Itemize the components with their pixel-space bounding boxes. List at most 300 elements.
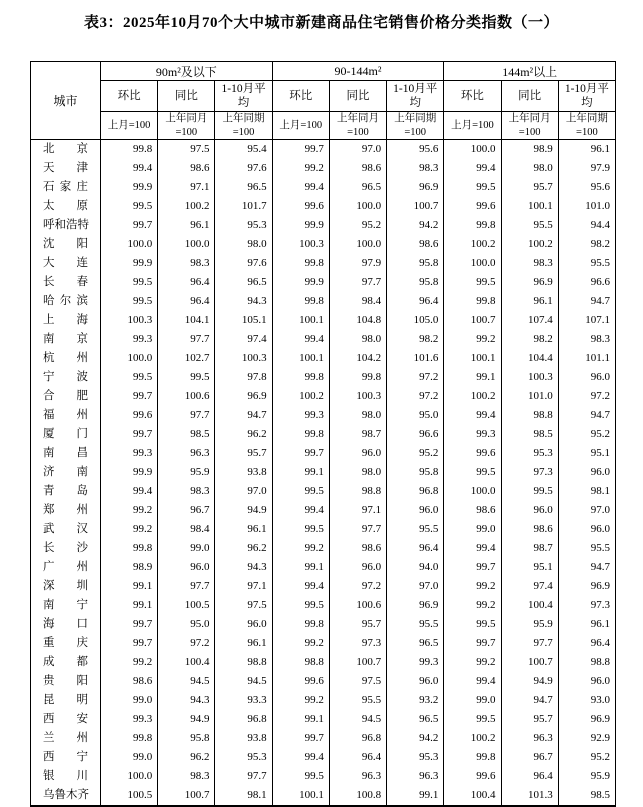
index-value: 96.9 [215,387,272,406]
index-value: 97.7 [158,406,215,425]
unit-label-prev-year-month: 上年同月=100 [501,112,558,140]
city-name: 乌 鲁 木 齐 [31,786,101,806]
index-value: 99.7 [101,216,158,235]
index-value: 97.9 [329,254,386,273]
index-value: 94.5 [215,672,272,691]
city-name: 合 肥 [31,387,101,406]
table-title: 表3：2025年10月70个大中城市新建商品住宅销售价格分类指数（一） [83,15,559,31]
unit-label-prev-year-period: 上年同期=100 [558,112,615,140]
index-value: 99.2 [444,653,501,672]
index-value: 99.4 [444,159,501,178]
index-value: 96.1 [215,634,272,653]
index-value: 98.6 [158,159,215,178]
index-value: 94.7 [558,558,615,577]
index-value: 99.5 [272,520,329,539]
index-value: 97.1 [215,577,272,596]
index-value: 98.5 [158,425,215,444]
index-value: 96.1 [158,216,215,235]
index-value: 96.8 [215,710,272,729]
city-name: 厦 门 [31,425,101,444]
city-name: 长 沙 [31,539,101,558]
table-row [31,691,616,710]
col-header-city: 城市 [31,62,101,140]
city-name: 银 川 [31,767,101,786]
header-subcol-row [31,81,616,112]
index-value: 99.5 [501,482,558,501]
index-value: 96.7 [501,748,558,767]
index-value: 95.3 [215,216,272,235]
index-value: 100.3 [501,368,558,387]
index-value: 96.0 [158,558,215,577]
index-value: 99.6 [444,444,501,463]
index-value: 99.4 [272,577,329,596]
index-value: 99.5 [272,767,329,786]
index-value: 98.6 [444,501,501,520]
index-value: 94.3 [158,691,215,710]
city-name: 海 口 [31,615,101,634]
table-row [31,140,616,160]
city-name: 昆 明 [31,691,101,710]
index-value: 99.6 [101,406,158,425]
index-value: 94.7 [215,406,272,425]
index-value: 95.2 [387,444,444,463]
index-value: 100.7 [387,197,444,216]
index-value: 98.0 [329,463,386,482]
city-name: 郑 州 [31,501,101,520]
index-value: 98.6 [329,539,386,558]
table-row [31,387,616,406]
index-value: 96.9 [558,710,615,729]
unit-label-prev-month: 上月=100 [272,112,329,140]
index-value: 99.8 [272,292,329,311]
index-value: 96.9 [501,273,558,292]
city-name: 呼 和 浩 特 [31,216,101,235]
index-value: 99.5 [444,178,501,197]
index-value: 96.4 [387,539,444,558]
index-value: 99.5 [272,596,329,615]
col-header-avg: 1-10月平均 [558,81,615,112]
table-row [31,444,616,463]
city-name: 天 津 [31,159,101,178]
index-value: 99.8 [329,368,386,387]
index-value: 95.2 [329,216,386,235]
index-value: 98.7 [329,425,386,444]
city-name: 杭 州 [31,349,101,368]
index-value: 100.3 [272,235,329,254]
index-value: 96.0 [558,463,615,482]
index-value: 99.6 [272,197,329,216]
index-value: 92.9 [558,729,615,748]
index-value: 99.7 [101,425,158,444]
index-value: 99.5 [444,463,501,482]
index-value: 99.3 [272,406,329,425]
city-name: 南 京 [31,330,101,349]
city-name: 南 昌 [31,444,101,463]
index-value: 98.2 [387,330,444,349]
index-value: 96.0 [387,501,444,520]
col-header-yoy: 同比 [158,81,215,112]
index-value: 99.4 [101,482,158,501]
city-name: 深 圳 [31,577,101,596]
index-value: 98.0 [329,330,386,349]
city-name: 成 都 [31,653,101,672]
index-value: 100.0 [444,140,501,160]
index-value: 99.4 [272,501,329,520]
index-value: 99.5 [444,710,501,729]
index-value: 95.2 [558,425,615,444]
table-row [31,748,616,767]
city-name: 长 春 [31,273,101,292]
index-value: 96.0 [558,672,615,691]
index-value: 97.9 [558,159,615,178]
index-value: 95.5 [501,216,558,235]
city-name: 武 汉 [31,520,101,539]
index-value: 98.3 [501,254,558,273]
index-value: 98.8 [558,653,615,672]
index-value: 97.6 [215,159,272,178]
index-value: 98.8 [501,406,558,425]
index-value: 104.4 [501,349,558,368]
index-value: 99.8 [444,748,501,767]
index-value: 97.2 [558,387,615,406]
index-value: 100.4 [158,653,215,672]
index-value: 99.5 [101,273,158,292]
index-value: 99.3 [101,330,158,349]
table-row [31,463,616,482]
index-value: 96.4 [158,273,215,292]
index-value: 98.0 [501,159,558,178]
col-header-yoy: 同比 [501,81,558,112]
index-value: 99.1 [272,463,329,482]
index-value: 99.0 [101,691,158,710]
table-row [31,786,616,806]
index-value: 97.2 [387,387,444,406]
index-value: 99.1 [272,558,329,577]
index-value: 99.2 [444,330,501,349]
table-row [31,178,616,197]
index-value: 98.3 [158,767,215,786]
index-value: 99.7 [272,140,329,160]
index-value: 99.9 [272,216,329,235]
table-row [31,577,616,596]
city-name: 贵 阳 [31,672,101,691]
index-value: 100.7 [444,311,501,330]
index-value: 99.5 [101,197,158,216]
index-value: 95.0 [387,406,444,425]
index-value: 97.2 [329,577,386,596]
index-value: 100.2 [444,235,501,254]
index-value: 104.2 [329,349,386,368]
index-value: 100.2 [444,387,501,406]
index-value: 99.8 [272,368,329,387]
unit-label-prev-year-month: 上年同月=100 [329,112,386,140]
index-value: 99.5 [444,615,501,634]
index-value: 98.4 [158,520,215,539]
table-row [31,425,616,444]
index-value: 94.5 [329,710,386,729]
index-value: 94.3 [215,292,272,311]
index-value: 97.0 [387,577,444,596]
table-row [31,767,616,786]
index-value: 100.4 [501,596,558,615]
index-value: 99.1 [101,596,158,615]
table-row [31,729,616,748]
index-value: 96.7 [158,501,215,520]
index-value: 94.7 [501,691,558,710]
index-value: 107.4 [501,311,558,330]
index-value: 98.3 [158,482,215,501]
index-value: 95.5 [387,615,444,634]
index-value: 96.9 [387,596,444,615]
index-value: 98.7 [501,539,558,558]
city-name: 西 安 [31,710,101,729]
index-value: 96.3 [387,767,444,786]
index-value: 99.0 [444,520,501,539]
index-value: 97.3 [501,463,558,482]
index-value: 99.6 [444,767,501,786]
index-value: 100.0 [158,235,215,254]
index-value: 95.9 [158,463,215,482]
index-value: 95.7 [329,615,386,634]
index-value: 96.2 [215,539,272,558]
index-value: 107.1 [558,311,615,330]
index-value: 99.7 [101,615,158,634]
index-value: 99.2 [444,577,501,596]
index-value: 96.5 [215,178,272,197]
index-value: 99.0 [158,539,215,558]
index-value: 96.1 [558,140,615,160]
col-header-avg: 1-10月平均 [387,81,444,112]
header-group-row [31,62,616,81]
index-value: 99.4 [272,330,329,349]
index-value: 99.2 [272,634,329,653]
index-value: 95.7 [501,178,558,197]
index-value: 96.9 [387,178,444,197]
index-value: 96.1 [215,520,272,539]
index-value: 99.6 [444,197,501,216]
table-row [31,197,616,216]
index-value: 100.7 [158,786,215,806]
index-value: 98.8 [215,653,272,672]
index-value: 98.6 [101,672,158,691]
index-value: 95.5 [558,539,615,558]
index-value: 104.1 [158,311,215,330]
index-value: 96.3 [501,729,558,748]
table-row [31,634,616,653]
index-value: 95.3 [501,444,558,463]
index-value: 96.6 [558,273,615,292]
index-value: 98.5 [558,786,615,806]
index-value: 101.3 [501,786,558,806]
table-row [31,330,616,349]
index-value: 96.4 [501,767,558,786]
index-value: 99.9 [101,178,158,197]
index-value: 98.2 [558,235,615,254]
index-value: 99.1 [272,710,329,729]
index-value: 94.9 [501,672,558,691]
header-unit-row [31,112,616,140]
col-group-90-and-below: 90m²及以下 [101,62,273,81]
index-value: 97.4 [215,330,272,349]
index-value: 95.5 [329,691,386,710]
table-row [31,311,616,330]
table-row [31,235,616,254]
index-value: 97.5 [158,140,215,160]
index-value: 99.3 [444,425,501,444]
index-value: 93.0 [558,691,615,710]
index-value: 99.3 [387,653,444,672]
index-value: 99.5 [444,273,501,292]
index-value: 96.3 [158,444,215,463]
index-value: 100.0 [444,482,501,501]
index-value: 99.7 [444,558,501,577]
unit-label-prev-year-month: 上年同月=100 [158,112,215,140]
index-value: 99.9 [101,254,158,273]
index-value: 96.4 [329,748,386,767]
index-value: 98.9 [101,558,158,577]
index-value: 93.8 [215,729,272,748]
table-row [31,368,616,387]
index-value: 99.4 [272,748,329,767]
index-value: 99.2 [272,539,329,558]
city-name: 重 庆 [31,634,101,653]
index-value: 95.7 [501,710,558,729]
city-name: 太 原 [31,197,101,216]
index-value: 96.4 [158,292,215,311]
index-value: 100.0 [101,349,158,368]
table-row [31,349,616,368]
index-value: 101.6 [387,349,444,368]
index-value: 100.1 [272,311,329,330]
index-value: 99.8 [444,216,501,235]
index-value: 100.8 [329,786,386,806]
index-value: 97.2 [158,634,215,653]
city-name: 北 京 [31,140,101,160]
index-value: 98.6 [501,520,558,539]
table-row [31,558,616,577]
index-value: 100.1 [501,197,558,216]
index-value: 98.8 [329,482,386,501]
index-value: 97.6 [215,254,272,273]
index-value: 99.7 [272,444,329,463]
index-value: 93.2 [387,691,444,710]
index-value: 98.0 [329,406,386,425]
index-value: 99.9 [101,463,158,482]
city-name: 上 海 [31,311,101,330]
index-value: 99.8 [272,615,329,634]
index-value: 95.6 [558,178,615,197]
table-row [31,406,616,425]
index-value: 97.3 [329,634,386,653]
index-value: 99.4 [444,672,501,691]
price-index-table [30,61,616,807]
index-value: 96.0 [558,520,615,539]
index-value: 98.3 [387,159,444,178]
col-header-mom: 环比 [272,81,329,112]
index-value: 98.3 [158,254,215,273]
index-value: 99.2 [272,691,329,710]
table-row [31,710,616,729]
index-value: 100.0 [444,254,501,273]
index-value: 95.3 [387,748,444,767]
index-value: 99.5 [101,292,158,311]
index-value: 96.6 [387,425,444,444]
table-row [31,615,616,634]
index-value: 100.2 [158,197,215,216]
index-value: 102.7 [158,349,215,368]
index-value: 97.5 [215,596,272,615]
index-value: 97.1 [158,178,215,197]
table-body [31,140,616,807]
index-value: 94.9 [158,710,215,729]
unit-label-prev-month: 上月=100 [101,112,158,140]
index-value: 96.2 [158,748,215,767]
index-value: 98.0 [215,235,272,254]
index-value: 95.5 [387,520,444,539]
index-value: 96.4 [558,634,615,653]
index-value: 101.1 [558,349,615,368]
index-value: 97.0 [558,501,615,520]
index-value: 99.8 [101,140,158,160]
index-value: 99.6 [272,672,329,691]
index-value: 96.9 [558,577,615,596]
index-value: 99.0 [444,691,501,710]
table-row [31,292,616,311]
index-value: 100.4 [444,786,501,806]
unit-label-prev-year-period: 上年同期=100 [215,112,272,140]
index-value: 94.9 [215,501,272,520]
index-value: 99.8 [101,539,158,558]
index-value: 99.2 [101,520,158,539]
index-value: 95.8 [387,463,444,482]
index-value: 95.7 [215,444,272,463]
index-value: 99.1 [101,577,158,596]
index-value: 94.7 [558,406,615,425]
index-value: 95.1 [558,444,615,463]
index-value: 94.2 [387,729,444,748]
index-value: 100.1 [272,786,329,806]
index-value: 95.9 [501,615,558,634]
index-value: 101.7 [215,197,272,216]
index-value: 99.7 [444,634,501,653]
unit-label-prev-year-period: 上年同期=100 [387,112,444,140]
index-value: 96.1 [501,292,558,311]
index-value: 98.3 [558,330,615,349]
index-value: 94.4 [558,216,615,235]
index-value: 99.9 [272,273,329,292]
index-value: 100.6 [329,596,386,615]
index-value: 100.7 [329,653,386,672]
city-name: 宁 波 [31,368,101,387]
index-value: 95.8 [387,273,444,292]
index-value: 96.5 [387,710,444,729]
index-value: 97.4 [501,577,558,596]
index-value: 98.1 [558,482,615,501]
index-value: 98.1 [215,786,272,806]
index-value: 99.7 [101,634,158,653]
index-value: 100.3 [101,311,158,330]
index-value: 100.7 [501,653,558,672]
index-value: 97.7 [329,273,386,292]
index-value: 97.5 [329,672,386,691]
index-value: 96.0 [215,615,272,634]
table-row [31,672,616,691]
index-value: 100.5 [101,786,158,806]
index-value: 101.0 [558,197,615,216]
index-value: 99.5 [158,368,215,387]
index-value: 99.3 [101,444,158,463]
index-value: 99.7 [101,387,158,406]
